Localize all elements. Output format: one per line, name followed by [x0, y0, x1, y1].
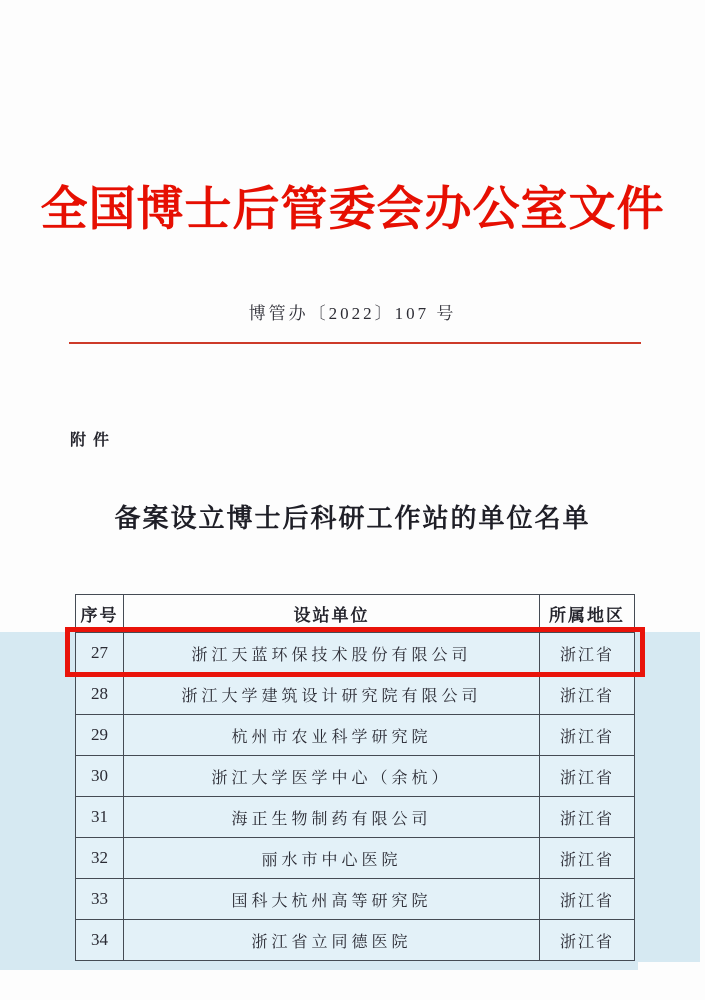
col-header-region: 所属地区: [540, 595, 635, 633]
cell-region: 浙江省: [540, 879, 635, 920]
units-table: [75, 594, 635, 961]
red-divider-line: [69, 342, 641, 344]
table-header-row: [76, 595, 635, 633]
cell-no: 32: [76, 838, 124, 879]
cell-region: 浙江省: [540, 756, 635, 797]
table-row: [76, 674, 635, 715]
table-row-highlighted: [76, 633, 635, 674]
cell-unit: 浙江天蓝环保技术股份有限公司: [124, 633, 540, 674]
cell-no: 34: [76, 920, 124, 961]
table-row: [76, 715, 635, 756]
table-row: [76, 838, 635, 879]
document-number: 博管办〔2022〕107 号: [248, 304, 457, 323]
blue-highlight-band-tail: [0, 962, 638, 970]
cell-region: 浙江省: [540, 797, 635, 838]
cell-region: 浙江省: [540, 838, 635, 879]
cell-region: 浙江省: [540, 920, 635, 961]
cell-unit: 国科大杭州高等研究院: [124, 879, 540, 920]
cell-no: 30: [76, 756, 124, 797]
table-row: [76, 920, 635, 961]
cell-region: 浙江省: [540, 633, 635, 674]
cell-unit: 海正生物制药有限公司: [124, 797, 540, 838]
cell-unit: 浙江省立同德医院: [124, 920, 540, 961]
col-header-no: 序号: [76, 595, 124, 633]
attachment-label: 附件: [70, 432, 117, 449]
cell-unit: 杭州市农业科学研究院: [124, 715, 540, 756]
cell-no: 28: [76, 674, 124, 715]
section-title: 备案设立博士后科研工作站的单位名单: [114, 504, 591, 533]
cell-no: 31: [76, 797, 124, 838]
cell-unit: 浙江大学医学中心（余杭）: [124, 756, 540, 797]
table-row: [76, 756, 635, 797]
cell-unit: 丽水市中心医院: [124, 838, 540, 879]
table-row: [76, 879, 635, 920]
cell-region: 浙江省: [540, 715, 635, 756]
col-header-unit: 设站单位: [124, 595, 540, 633]
units-table-wrap: [75, 594, 634, 961]
cell-no: 27: [76, 633, 124, 674]
cell-no: 33: [76, 879, 124, 920]
table-row: [76, 797, 635, 838]
cell-unit: 浙江大学建筑设计研究院有限公司: [124, 674, 540, 715]
cell-region: 浙江省: [540, 674, 635, 715]
cell-no: 29: [76, 715, 124, 756]
document-title: 全国博士后管委会办公室文件: [40, 184, 665, 236]
